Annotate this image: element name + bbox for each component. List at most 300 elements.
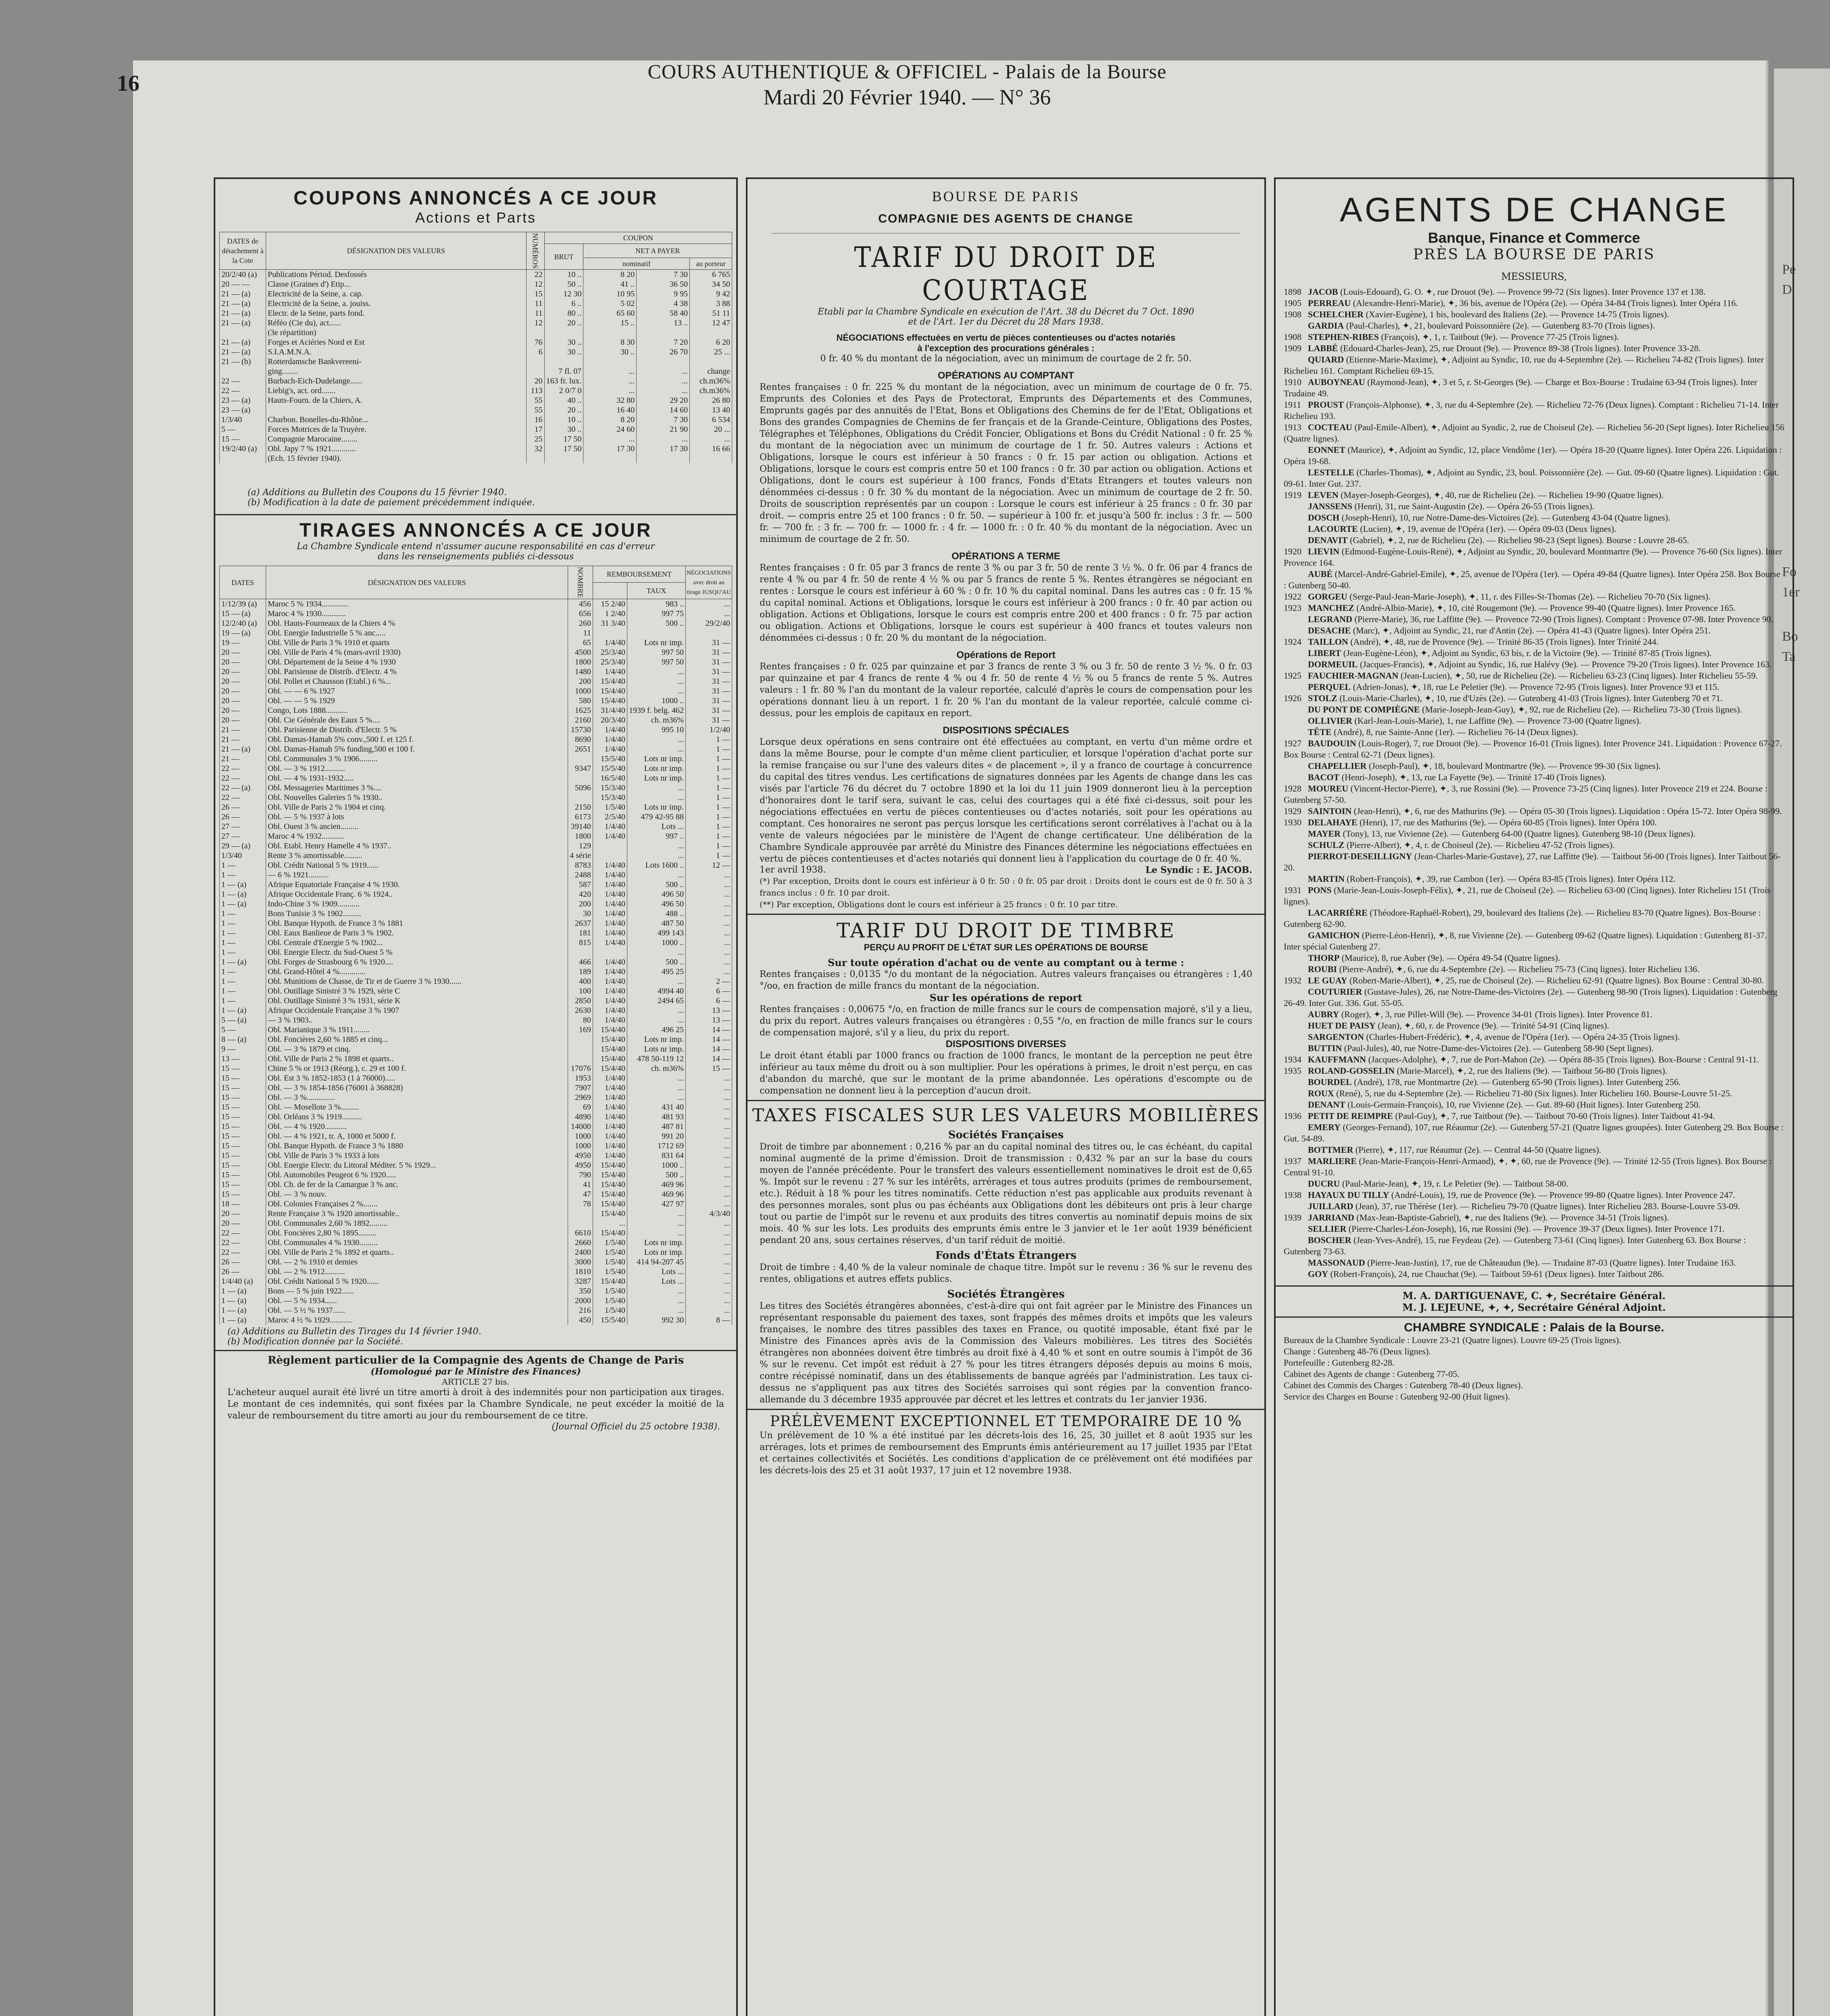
table-cell: 29 20: [637, 396, 690, 405]
table-row: [220, 967, 732, 977]
table-cell: 15 —: [220, 1064, 266, 1073]
table-row: [220, 1267, 732, 1277]
table-cell: Obl. — 3 % nouv.: [266, 1189, 568, 1199]
table-cell: Obl. — 4 % 1931-1932.....: [266, 773, 568, 783]
table-cell: 487 81: [627, 1122, 685, 1131]
agent-entry: [1276, 399, 1793, 422]
table-cell: 15 —: [686, 1064, 732, 1073]
table-row: [220, 1286, 732, 1296]
table-cell: 9347: [568, 764, 593, 773]
table-cell: ...: [686, 880, 732, 889]
agent-name: DORMEUIL: [1308, 659, 1358, 669]
table-cell: 15/4/40: [593, 1277, 627, 1286]
table-cell: 200: [568, 899, 593, 909]
agent-entry: [1276, 715, 1793, 727]
table-cell: 496 50: [627, 889, 685, 899]
table-cell: 656: [568, 609, 593, 619]
agent-details: (Serge-Paul-Jean-Marie-Joseph), ✦, 11, r. des Filles-St-Thomas (2e). — Richelieu 70-70 (Six lignes).: [1347, 591, 1711, 602]
chambre-line: Cabinet des Agents de change : Gutenberg 77-05.: [1284, 1369, 1459, 1379]
agent-entry: [1276, 1144, 1793, 1156]
table-row: [220, 860, 732, 870]
table-cell: Burbach-Eich-Dudelange......: [266, 376, 527, 386]
table-cell: Obl. Colonies Françaises 2 %.......: [266, 1199, 568, 1209]
table-cell: 997 50: [627, 657, 685, 667]
table-cell: 13 —: [686, 1006, 732, 1015]
table-cell: 1 —: [220, 977, 266, 986]
table-cell: 200: [568, 677, 593, 686]
agent-name: LABBÉ: [1308, 343, 1338, 353]
table-cell: 831 64: [627, 1151, 685, 1160]
agent-entry: [1276, 625, 1793, 636]
agent-details: (Gustave-Jules), 26, rue Notre-Dame-des-Victoires (2e). — Gutenberg 98-90 (Trois lignes). Liquidation : Gutenberg 26-49. Inter Gut. 336. Gut. 55-05.: [1284, 987, 1778, 1008]
table-cell: Bons Tunisie 3 % 1902.........: [266, 909, 568, 918]
table-cell: ...: [627, 735, 685, 744]
table-cell: 15 —: [220, 1083, 266, 1093]
table-cell: 41 ..: [583, 279, 637, 289]
table-cell: 31 3/40: [593, 619, 627, 628]
table-cell: [568, 754, 593, 764]
table-cell: 790: [568, 1170, 593, 1180]
table-cell: ...: [686, 1257, 732, 1267]
table-cell: Obl. Grand-Hôtel 4 %.............: [266, 967, 568, 977]
table-cell: 496 25: [627, 1025, 685, 1035]
table-cell: 992 30: [627, 1315, 685, 1325]
agent-year: 1922: [1284, 591, 1301, 602]
table-cell: 15/4/40: [593, 1025, 627, 1035]
agent-entry: [1276, 1110, 1793, 1122]
table-cell: 2400: [568, 1248, 593, 1257]
table-cell: 29 — (a): [220, 841, 266, 851]
agent-name: DENAVIT: [1308, 535, 1348, 545]
table-cell: 30 ..: [583, 347, 637, 357]
table-cell: 5 — (a): [220, 1015, 266, 1025]
table-cell: ch. m36%: [627, 715, 685, 725]
table-row: [220, 328, 732, 337]
table-row: [220, 677, 732, 686]
agent-name: AUBOYNEAU: [1308, 377, 1365, 387]
nego-line-1: NÉGOCIATIONS effectuées en vertu de pièces contentieuses ou d'actes notariés: [836, 333, 1176, 343]
edge-fragment: D: [1782, 282, 1792, 297]
table-cell: 991 20: [627, 1131, 685, 1141]
table-cell: 20 ...: [690, 425, 732, 434]
agent-year: 1924: [1284, 637, 1301, 647]
agents-list: [1276, 286, 1793, 1280]
agent-details: (Max-Jean-Baptiste-Gabriel), ✦, rue des Italiens (9e). — Provence 34-51 (Trois lignes).: [1354, 1212, 1669, 1223]
table-cell: 26 80: [690, 396, 732, 405]
col-dates: DATES de détachement à la Cote: [220, 232, 266, 270]
speciales-title: DISPOSITIONS SPÉCIALES: [943, 725, 1069, 736]
table-cell: 216: [568, 1306, 593, 1315]
edge-fragment: Bo: [1782, 629, 1798, 644]
agent-details: (Alexandre-Henri-Marie), ✦, 36 bis, avenue de l'Opéra (2e). — Opéra 34-84 (Trois lignes). Inter Opéra 116.: [1351, 298, 1738, 308]
agent-details: (Joseph-Paul), ✦, 18, boulevard Montmartre (9e). — Provence 99-30 (Six lignes).: [1366, 761, 1661, 771]
table-cell: 2660: [568, 1238, 593, 1248]
agent-details: (Marcel-André-Gabriel-Emile), ✦, 25, avenue de l'Opéra (1er). — Opéra 49-84 (Quatre lignes). Inter Opéra 258. Box Bourse : Gutenberg 50-40.: [1284, 569, 1780, 590]
agent-details: (Pierre), ✦, 117, rue Réaumur (2e). — Central 44-50 (Quatre lignes).: [1353, 1145, 1601, 1155]
table-row: [220, 1044, 732, 1054]
table-cell: 1/5/40: [593, 1296, 627, 1306]
table-cell: Obl. Banque Hypoth. de France 3 % 1881: [266, 918, 568, 928]
taxes-etrangeres-title: Sociétés Étrangères: [947, 1288, 1065, 1300]
table-cell: [637, 328, 690, 337]
agent-details: (Adrien-Jonas), ✦, 18, rue Le Peletier (9e). — Provence 72-95 (Trois lignes). Inter Provence 93 et 115.: [1351, 682, 1720, 692]
table-row: [220, 1064, 732, 1073]
table-row: [220, 841, 732, 851]
table-cell: ...: [627, 793, 685, 802]
table-cell: 20 —: [220, 715, 266, 725]
table-cell: 1000: [568, 686, 593, 696]
agent-entry: [1276, 298, 1793, 309]
table-cell: 1 —: [686, 754, 732, 764]
table-cell: 113: [526, 386, 544, 396]
table-row: [220, 686, 732, 696]
agent-entry: [1276, 512, 1793, 523]
table-cell: Charbon. Bonelles-du-Rhône...: [266, 415, 527, 425]
table-cell: ...: [627, 1228, 685, 1238]
table-cell: 26 —: [220, 1267, 266, 1277]
table-cell: 16 40: [583, 405, 637, 415]
table-cell: Obl. Messageries Maritimes 3 %....: [266, 783, 568, 793]
table-cell: 21 — (a): [220, 744, 266, 754]
table-cell: 129: [568, 841, 593, 851]
table-cell: ...: [686, 1306, 732, 1315]
agent-name: DENANT: [1308, 1100, 1345, 1110]
agent-details: (Jean-Henri), ✦, 6, rue des Mathurins (9e). — Opéra 05-30 (Trois lignes). Liquidation : Opéra 15-72. Inter Opéra 98-99.: [1351, 806, 1782, 816]
table-cell: ...: [686, 1160, 732, 1170]
table-cell: Lots 1600 ..: [627, 860, 685, 870]
agent-year: 1926: [1284, 693, 1301, 703]
agent-entry: [1276, 331, 1793, 343]
table-cell: ...: [690, 434, 732, 444]
table-cell: 76: [526, 337, 544, 347]
table-row: [220, 918, 732, 928]
table-cell: ...: [686, 1267, 732, 1277]
table-cell: 7 30: [637, 415, 690, 425]
table-cell: 2/5/40: [593, 812, 627, 822]
table-row: [220, 1131, 732, 1141]
table-cell: [583, 357, 637, 367]
table-cell: 1/4/40: [593, 831, 627, 841]
table-cell: 22: [526, 270, 544, 280]
table-cell: 55: [526, 405, 544, 415]
table-cell: 12/2/40 (a): [220, 619, 266, 628]
agent-details: (Xavier-Eugène), 1 bis, boulevard des Italiens (2e). — Provence 14-75 (Trois lignes).: [1364, 309, 1669, 319]
agent-name: PIERROT-DESEILLIGNY: [1308, 851, 1412, 861]
table-cell: 580: [568, 696, 593, 706]
table-row: [220, 1238, 732, 1248]
courtage-date: 1er avril 1938.: [760, 865, 826, 875]
agent-details: (Edmond-Eugène-Louis-René), ✦, Adjoint au Syndic, 20, boulevard Montmartre (9e). — Provence 76-60 (Six lignes). Inter Provence 164.: [1284, 546, 1782, 568]
table-row: [220, 425, 732, 434]
table-cell: 29/2/40: [686, 619, 732, 628]
agent-name: QUIARD: [1308, 354, 1344, 364]
table-cell: [220, 328, 266, 337]
agent-entry: [1276, 1212, 1793, 1223]
timbre-report-title: Sur les opérations de report: [929, 992, 1083, 1004]
table-cell: ...: [627, 1209, 685, 1218]
table-cell: ...: [686, 1102, 732, 1112]
table-cell: 65: [568, 638, 593, 648]
table-cell: 20 —: [220, 686, 266, 696]
agent-details: (Joseph-Henri), 10, rue Notre-Dame-des-Victoires (2e). — Gutenberg 43-04 (Quatre lignes).: [1339, 512, 1670, 523]
agent-name: DUCRU: [1308, 1179, 1340, 1189]
table-cell: 12 47: [690, 318, 732, 328]
table-cell: Obl. Communales 3 % 1906.........: [266, 754, 568, 764]
table-cell: ...: [637, 434, 690, 444]
agent-entry: [1276, 828, 1793, 839]
table-cell: 12 30: [544, 289, 583, 299]
table-cell: 20 —: [220, 1218, 266, 1228]
table-cell: 20 ..: [544, 405, 583, 415]
agent-name: OLLIVIER: [1308, 716, 1353, 726]
agent-name: ROLAND-GOSSELIN: [1308, 1066, 1395, 1076]
table-cell: ...: [627, 1073, 685, 1083]
table-cell: 2637: [568, 918, 593, 928]
table-cell: Maroc 4 % 1930............: [266, 609, 568, 619]
agent-details: (Louis-Edouard), G. O. ✦, rue Drouot (9e). — Provence 99-72 (Six lignes). Inter Provence 137 et 138.: [1338, 287, 1706, 297]
table-cell: 983 ..: [627, 599, 685, 609]
table-row: [220, 1160, 732, 1170]
table-cell: 1/12/39 (a): [220, 599, 266, 609]
table-cell: 2 —: [686, 977, 732, 986]
table-cell: (Ech. 15 février 1940).: [266, 454, 527, 463]
taxes-etats-title: Fonds d'États Étrangers: [935, 1250, 1076, 1262]
table-cell: 1/4/40: [593, 1131, 627, 1141]
table-cell: 1 —: [686, 841, 732, 851]
table-row: [220, 308, 732, 318]
table-cell: 39140: [568, 822, 593, 831]
agent-entry: [1276, 1189, 1793, 1201]
agent-entry: [1276, 1065, 1793, 1077]
table-cell: 1 —: [686, 812, 732, 822]
prelevement-title: PRÉLÈVEMENT EXCEPTIONNEL ET TEMPORAIRE DE 10 %: [770, 1413, 1242, 1430]
agent-details: (Jean-Eugène-Léon), ✦, Adjoint au Syndic, 63 bis, r. de la Victoire (9e). — Trinité 87-85 (Trois lignes).: [1341, 648, 1712, 658]
courtage-title: TARIF DU DROIT DE COURTAGE: [854, 241, 1158, 307]
table-cell: 5 —: [220, 425, 266, 434]
table-cell: ...: [686, 938, 732, 948]
agent-entry: [1276, 309, 1793, 320]
agent-details: (Jacques-Adolphe), ✦, 7, rue de Port-Mahon (2e). — Opéra 88-35 (Trois lignes). Box-Bourse : Central 91-11.: [1366, 1054, 1759, 1064]
table-cell: 2651: [568, 744, 593, 754]
table-cell: 414 94-207 45: [627, 1257, 685, 1267]
table-cell: 15/4/40: [593, 1170, 627, 1180]
table-row: [220, 1015, 732, 1025]
agent-entry: [1276, 839, 1793, 851]
chambre-line: Change : Gutenberg 48-76 (Deux lignes).: [1284, 1346, 1431, 1356]
table-cell: ...: [686, 1199, 732, 1209]
table-cell: ...: [627, 677, 685, 686]
agent-entry: [1276, 1031, 1793, 1043]
table-cell: 488 ..: [627, 909, 685, 918]
table-row: [220, 880, 732, 889]
table-cell: Obl. Ville de Paris 3 % 1910 et quarts: [266, 638, 568, 648]
agent-entry: [1276, 907, 1793, 930]
agent-entry: [1276, 1223, 1793, 1235]
table-cell: 15 —: [220, 1151, 266, 1160]
agent-details: (Paul-Emile-Albert), ✦, Adjoint au Syndic, 2, rue de Choiseul (2e). — Richelieu 56-20 (Sept lignes). Inter Richelieu 156 (Quatre lignes).: [1284, 422, 1784, 444]
agent-details: (Raymond-Jean), ✦, 3 et 5, r. St-Georges (9e). — Charge et Box-Bourse : Trudaine 63-94 (Trois lignes). Inter Trudaine 49.: [1284, 377, 1757, 398]
table-row: [220, 1257, 732, 1267]
table-row: [220, 715, 732, 725]
table-cell: 12 —: [686, 860, 732, 870]
table-row: [220, 899, 732, 909]
col-coupon: COUPON: [544, 232, 732, 244]
table-cell: [544, 328, 583, 337]
agent-year: 1908: [1284, 332, 1301, 342]
table-cell: 4500: [568, 648, 593, 657]
table-cell: [637, 357, 690, 367]
table-cell: ...: [627, 977, 685, 986]
agent-name: JACOB: [1308, 287, 1338, 297]
agent-year: 1925: [1284, 671, 1301, 681]
table-cell: ch.m36%: [690, 376, 732, 386]
table-cell: 20 —: [220, 648, 266, 657]
col-brut: BRUT: [544, 244, 583, 270]
table-cell: Obl. Ville de Paris 4 % (mars-avril 1930): [266, 648, 568, 657]
table-cell: 16: [526, 415, 544, 425]
col-taux: TAUX: [627, 583, 685, 599]
table-cell: 15/5/40: [593, 754, 627, 764]
table-cell: Lots ...: [627, 1267, 685, 1277]
table-cell: 15 —: [220, 1102, 266, 1112]
table-cell: 6610: [568, 1228, 593, 1238]
table-row: [220, 1296, 732, 1306]
table-cell: 479 42-95 88: [627, 812, 685, 822]
agent-details: (André), ✦, 48, rue de Provence (9e). — Trinité 86-35 (Trois lignes). Inter Trinité 244.: [1348, 637, 1659, 647]
agent-entry: [1276, 422, 1793, 444]
edge-fragment: Ta: [1782, 649, 1796, 664]
table-cell: 1/5/40: [593, 802, 627, 812]
table-cell: Obl. — 4 % 1921, tr. A, 1000 et 5000 f.: [266, 1131, 568, 1141]
col-numeros: NUMÉROS: [526, 232, 544, 270]
table-cell: 1 —: [686, 764, 732, 773]
table-row: [220, 299, 732, 308]
table-cell: 20 —: [220, 677, 266, 686]
table-row: [220, 376, 732, 386]
table-cell: Obl. — 5 ½ % 1937......: [266, 1306, 568, 1315]
table-cell: 21 —: [220, 735, 266, 744]
table-cell: 1/5/40: [593, 1306, 627, 1315]
tirages-subtitle-2: dans les renseignements publiés ci-dessous: [377, 552, 574, 562]
table-cell: Maroc 5 % 1934.............: [266, 599, 568, 609]
agent-details: (René), 5, rue du 4-Septembre (2e). — Richelieu 71-80 (Six lignes). Inter Richelieu 160. Bourse-Louvre 51-25.: [1334, 1088, 1732, 1098]
table-row: [220, 822, 732, 831]
table-cell: 31 —: [686, 715, 732, 725]
table-cell: [593, 841, 627, 851]
agent-name: AUBÉ: [1308, 569, 1333, 579]
table-cell: 1/4/40: [593, 909, 627, 918]
table-row: [220, 1199, 732, 1209]
table-cell: Obl. Etabl. Henry Hamelle 4 % 1937..: [266, 841, 568, 851]
nego-line-2: à l'exception des procurations générales :: [917, 343, 1095, 353]
table-cell: 1/4/40: [593, 1073, 627, 1083]
table-row: [220, 783, 732, 793]
table-cell: 15/3/40: [593, 793, 627, 802]
table-cell: 7 30: [637, 270, 690, 280]
agent-entry: [1276, 1099, 1793, 1110]
table-cell: Obl. Energie Industrielle 5 % anc.....: [266, 628, 568, 638]
agent-name: KAUFFMANN: [1308, 1054, 1366, 1064]
table-cell: ...: [686, 609, 732, 619]
agent-year: 1920: [1284, 546, 1301, 556]
table-cell: 27 —: [220, 831, 266, 841]
table-cell: Obl. Eaux Banlieue de Paris 3 % 1902.: [266, 928, 568, 938]
agent-entry: [1276, 986, 1793, 1009]
table-cell: Publications Périod. Desfossés: [266, 270, 527, 280]
table-cell: 15/4/40: [593, 1209, 627, 1218]
report-text: Rentes françaises : 0 fr. 025 par quinzaine et par 3 francs de rente 3 % ou 3 fr. 50 de rente 3 ½ %. 0 fr. 03 par quinzaine et par 4 francs de rente 4 % ou 4 fr. 50 de rente 4 ½ % ou 5 francs de rente 5 %. Autres valeurs : 1 fr. 80 % l'an du montant de la valeur reportée, calculé d'après le cours de compensation pour les opérations donnant lieu à un report. 1 fr. 20 % l'an du montant de la valeur reportée, calculé comme ci-dessus, pour les emplois de capitaux en report.: [760, 662, 1252, 719]
table-cell: ...: [686, 899, 732, 909]
table-cell: 431 40: [627, 1102, 685, 1112]
table-cell: 1 —: [686, 783, 732, 793]
table-cell: ...: [686, 1286, 732, 1296]
table-cell: 30: [568, 909, 593, 918]
agent-entry: [1276, 354, 1793, 377]
table-cell: Obl. Est 3 % 1852-1853 (1 à 76000).....: [266, 1073, 568, 1083]
table-cell: 9 42: [690, 289, 732, 299]
table-cell: 997 ..: [627, 831, 685, 841]
table-cell: Obl. Hauts-Fourneaux de la Chiers 4 %: [266, 619, 568, 628]
col-dates: DATES: [220, 566, 266, 599]
table-cell: Obl. — 5 % 1937 à lots: [266, 812, 568, 822]
agent-details: (Vincent-Hector-Pierre), ✦, 3, rue Rossini (9e). — Provence 73-25 (Cinq lignes). Inter Provence 219 et 224. Bourse : Gutenberg 57-50.: [1284, 783, 1768, 805]
table-cell: 31 —: [686, 706, 732, 715]
table-row: [220, 1112, 732, 1122]
table-cell: 15/4/40: [593, 1160, 627, 1170]
table-cell: 1712 69: [627, 1141, 685, 1151]
courtage-intro-2: et de l'Art. 1er du Décret du 28 Mars 1938.: [908, 317, 1104, 327]
agent-year: 1919: [1284, 490, 1301, 500]
table-row: [220, 1102, 732, 1112]
table-cell: 1/4/40: [593, 1112, 627, 1122]
table-cell: 1953: [568, 1073, 593, 1083]
table-cell: 26 70: [637, 347, 690, 357]
table-row: [220, 1122, 732, 1131]
coupons-note-b: (b) Modification à la date de paiement précédemment indiquée.: [248, 498, 535, 508]
table-cell: 11: [568, 628, 593, 638]
table-cell: 20 —: [220, 706, 266, 715]
table-cell: 50 ..: [544, 279, 583, 289]
table-cell: ...: [686, 1141, 732, 1151]
table-cell: Compagnie Marocaine........: [266, 434, 527, 444]
agent-entry: [1276, 964, 1793, 975]
table-cell: Electr. de la Seine, parts fond.: [266, 308, 527, 318]
courtage-intro-1: Etabli par la Chambre Syndicale en exécution de l'Art. 38 du Décret du 7 Oct. 1890: [818, 307, 1194, 317]
table-cell: [220, 454, 266, 463]
agent-details: (Jean-Marie-François-Henri-Armand), ✦, ✦, 60, rue de Provence (9e). — Trinité 12-55 (Trois lignes). Box Bourse : Central 91-10.: [1284, 1156, 1772, 1177]
chambre-line: Portefeuille : Gutenberg 82-28.: [1284, 1358, 1395, 1368]
table-cell: 15 —: [220, 1160, 266, 1170]
agent-entry: [1276, 681, 1793, 693]
table-cell: 500 ..: [627, 880, 685, 889]
table-cell: 1/4/40: [593, 1141, 627, 1151]
table-cell: 1 —: [220, 967, 266, 977]
agent-name: MARTIN: [1308, 874, 1345, 884]
table-cell: 1 —: [220, 938, 266, 948]
table-cell: ...: [686, 870, 732, 880]
agent-details: (Marc), ✦, Adjoint au Syndic, 21, rue d'Antin (2e). — Opéra 41-43 (Quatre lignes). Inter Opéra 251.: [1351, 625, 1711, 635]
agent-name: GORGEU: [1308, 591, 1347, 602]
table-cell: Obl. Damas-Hamah 5% funding,500 et 100 f.: [266, 744, 568, 754]
reglement-article: ARTICLE 27 bis.: [442, 1377, 510, 1387]
table-cell: Obl. Crédit National 5 % 1920......: [266, 1277, 568, 1286]
agent-name: PROUST: [1308, 400, 1344, 410]
table-cell: 80: [568, 1015, 593, 1025]
table-cell: 1/4/40: [593, 744, 627, 754]
agent-name: FAUCHIER-MAGNAN: [1308, 671, 1399, 681]
table-cell: Obl. — 4 % 1920...........: [266, 1122, 568, 1131]
table-cell: 350: [568, 1286, 593, 1296]
